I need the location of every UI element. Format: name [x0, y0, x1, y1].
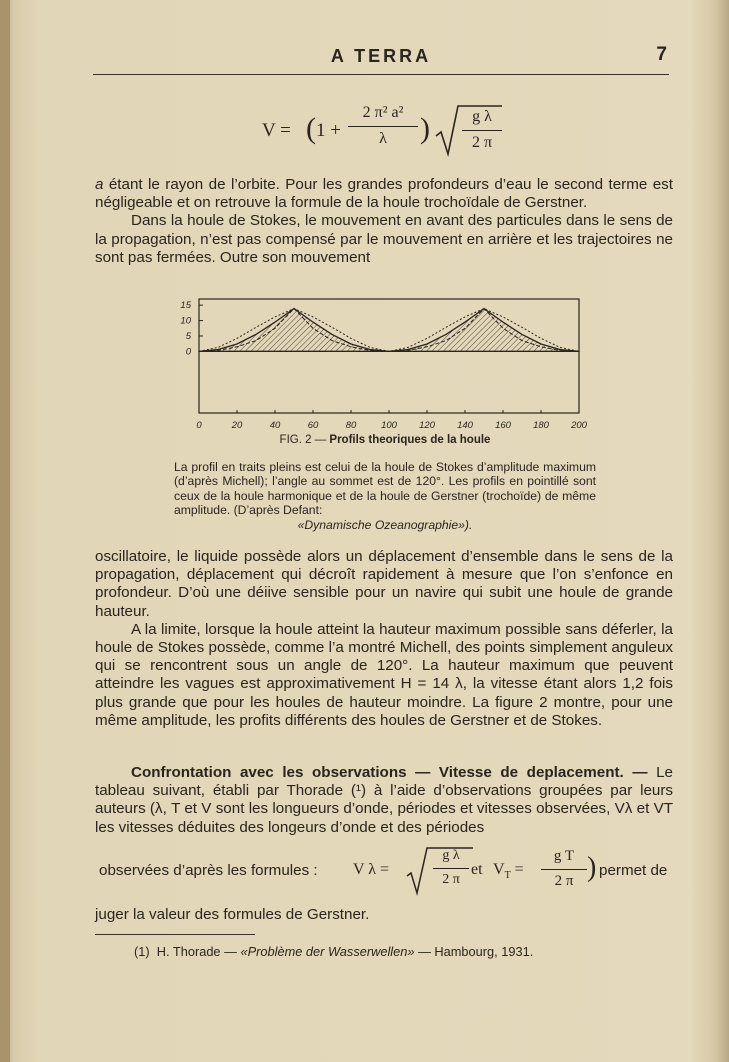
paragraph-limit: A la limite, lorsque la houle atteint la hauteur maximum possible sans déferler, la houle de Stokes possède, comme l’a montré Michell, des points simplement anguleux qui se rencontrent sous un angle de 120°. La hauteur maximum que peuvent atteindre les vagues est approximativement H = 14 λ, la vitesse étant alors 1,2 fois plus grande que pour les houles de hauteur moindre. La figure 2 montre, pour une même amplitude, les profits différents des houles de Gerstner et de Stokes.	[95, 620, 673, 729]
paragraph-observations-text: Le tableau suivant, établi par Thorade (¹) à l’aide d’observations groupées par leurs auteurs (λ, T et V sont les longueurs d’onde, périodes et vitesses observées, Vλ et VT les vitesses déduites des longeurs d’onde et des périodes	[95, 764, 673, 836]
footnote-rest: — Hambourg, 1931.	[418, 944, 534, 959]
footnote-author: H. Thorade —	[156, 944, 237, 959]
x-tick-label: 80	[345, 420, 357, 431]
wave-profile-chart	[170, 296, 590, 434]
formula-lhs: V =	[262, 120, 291, 141]
velocity-formula	[262, 104, 512, 166]
sqrt-denominator: 2 π	[471, 134, 493, 151]
y-tick-label: 15	[180, 300, 191, 312]
paragraph-oscillation-text: oscillatoire, le liquide possède alors un déplacement d’ensemble dans le sens de la propagation, déplacement qui décroît rapidement à mesure que l’on s’enfonce en profondeur. D’où une déiive sensible pour un navire qui subit une houle de grande hauteur.	[95, 548, 673, 620]
formula-one-plus: 1 +	[316, 120, 341, 141]
paragraph-judge	[95, 906, 673, 924]
formula-v-lambda: V λ =	[353, 861, 390, 878]
page-number: 7	[656, 44, 667, 65]
paragraph-judge-text: juger la valeur des formules de Gerstner.	[95, 906, 370, 923]
formula-close-paren: )	[420, 112, 430, 145]
chart-frame	[199, 299, 579, 413]
running-title: A TERRA	[330, 46, 432, 66]
x-tick-label: 120	[419, 420, 435, 431]
footnote-rule	[95, 934, 255, 935]
formula-v-t	[493, 861, 524, 881]
formula-fraction-bar	[348, 126, 418, 127]
paragraph-orbit	[95, 176, 673, 267]
x-tick-label: 60	[307, 420, 319, 431]
figure-caption	[174, 460, 596, 532]
figure-caption-source: «Dynamische Ozeanographie»).	[297, 517, 473, 532]
formula-open-paren: (	[306, 112, 316, 145]
formula2-close-paren: )	[587, 852, 597, 883]
frac2-numerator: g T	[553, 848, 575, 864]
x-tick-label: 180	[533, 420, 549, 431]
formula-line-trail: permet de	[599, 862, 668, 879]
variable-a: a	[95, 176, 104, 193]
y-tick-label: 10	[180, 315, 191, 327]
x-tick-label: 0	[196, 420, 202, 431]
stokes-profile-line	[199, 309, 579, 352]
sqrt2-fraction-bar	[433, 868, 469, 869]
formula-v-t-letter: V	[493, 861, 505, 878]
footnote	[134, 944, 533, 959]
paragraph-stokes: Dans la houle de Stokes, le mouvement en avant des particules dans le sens de la propagation, n’est pas compensé par le mouvement en arrière et les trajectoires ne sont pas fermées. Outre son mouvement	[95, 212, 673, 266]
y-tick-label: 0	[185, 346, 191, 358]
footnote-title: «Problème der Wasserwellen»	[240, 944, 415, 959]
footnote-marker: (1)	[134, 944, 150, 959]
x-tick-label: 160	[495, 420, 511, 431]
formula-numerator: 2 π² a²	[362, 104, 404, 121]
sqrt2-numerator: g λ	[442, 848, 460, 863]
paragraph-orbit-text: étant le rayon de l’orbite. Pour les grandes profondeurs d’eau le second terme est négligeable et on retrouve la formule de la houle trochoïdale de Gerstner.	[95, 176, 673, 212]
sqrt-fraction-bar	[462, 130, 502, 131]
paragraph-observations	[95, 764, 673, 837]
formula-v-t-subscript: T	[504, 870, 511, 882]
figure-label: FIG. 2 —	[279, 434, 327, 446]
running-header	[93, 46, 669, 75]
formula-equals: =	[514, 861, 524, 878]
section-heading: Confrontation avec les observations — Vitesse de deplacement. —	[131, 764, 648, 781]
book-spine-edge	[0, 0, 10, 1062]
x-tick-label: 20	[231, 420, 243, 431]
formula-line	[95, 846, 685, 896]
formula-conjunction: et	[471, 861, 483, 878]
y-tick-label: 5	[185, 330, 191, 342]
frac2-fraction-bar	[541, 869, 587, 870]
formula-line-lead: observées d’après les formules :	[99, 862, 318, 879]
sqrt2-denominator: 2 π	[442, 872, 460, 887]
figure-title	[170, 434, 600, 446]
figure-title-text: Profils theoriques de la houle	[329, 434, 491, 446]
x-tick-label: 200	[571, 420, 587, 431]
formula-denominator: λ	[379, 130, 387, 147]
frac2-denominator: 2 π	[554, 873, 574, 889]
figure-caption-main: La profil en traits pleins est celui de la houle de Stokes d’amplitude maximum (d’après Michell); l’angle au sommet est de 120°. Les profils en pointillé sont ceux de la houle harmonique et de la houle de Gerstner (trochoïde) de même amplitude. (D’après Defant:	[174, 460, 596, 518]
x-tick-label: 100	[381, 420, 397, 431]
x-tick-label: 40	[269, 420, 281, 431]
sqrt-numerator: g λ	[472, 108, 492, 125]
x-tick-label: 140	[457, 420, 473, 431]
paragraph-oscillation	[95, 548, 673, 730]
